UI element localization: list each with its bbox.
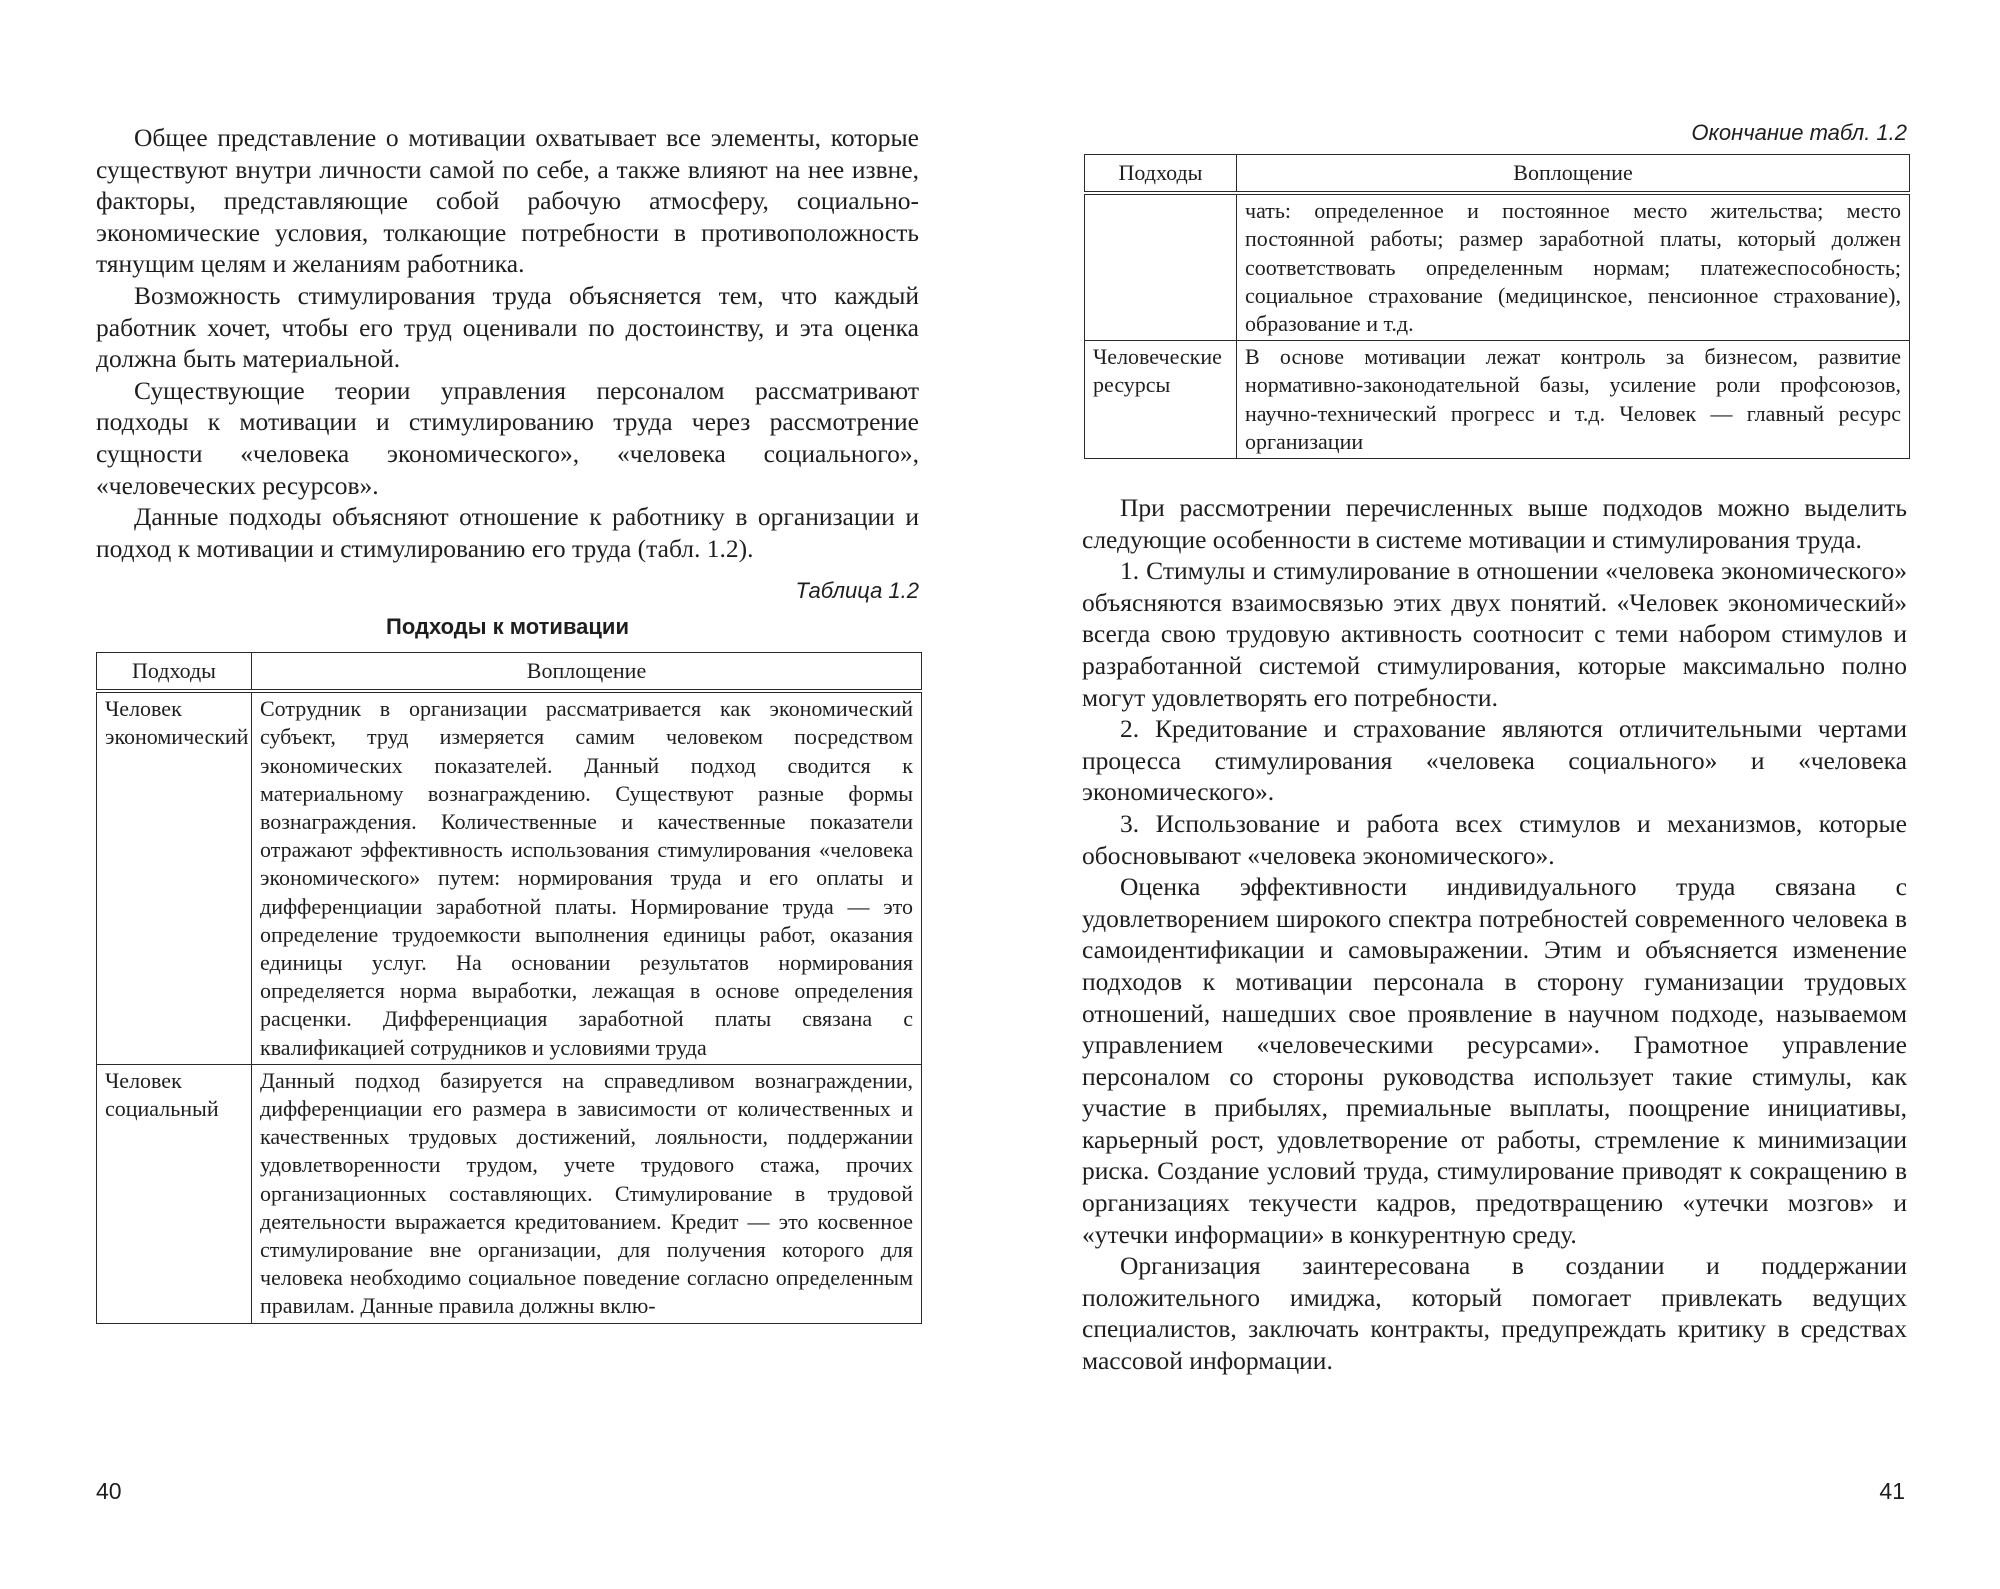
right-page	[1000, 0, 2000, 1589]
header-approaches: Подходы	[1085, 155, 1237, 194]
page-number: 40	[96, 1478, 122, 1504]
paragraph: Существующие теории управления персоналом рассматривают подходы к мотивации и стимулированию труда через рассмотрение сущности «человека экономического», «человека социального», «человеческих ресурсов».	[96, 375, 919, 500]
table-header-row	[1085, 155, 1910, 194]
page-number: 41	[1879, 1478, 1905, 1504]
embodiment-cell: В основе мотивации лежат контроль за бизнесом, развитие нормативно-законодательной базы, усиление роли профсоюзов, научно-технический прогресс и т.д. Человек — главный ресурс организации	[1237, 341, 1910, 459]
table-continuation-label: Окончание табл. 1.2	[1691, 120, 1907, 145]
table-row	[1085, 341, 1910, 459]
approach-cell	[1085, 193, 1237, 341]
table-row	[97, 691, 922, 1064]
approach-cell: Человек экономический	[97, 691, 252, 1064]
header-embodiment: Воплощение	[252, 653, 922, 692]
motivation-table	[96, 652, 922, 1324]
paragraph: 1. Стимулы и стимулирование в отношении «человека экономического» объясняются взаимосвязью этих двух понятий. «Человек экономический» всегда свою трудовую активность соотносит с теми набором стимулов и разработанной системой стимулирования, которые максимально полно могут удовлетворять его потребности.	[1082, 556, 1907, 712]
left-intro-text	[96, 122, 919, 564]
table-row	[1085, 193, 1910, 341]
paragraph: Общее представление о мотивации охватывает все элементы, которые существуют внутри личности самой по себе, а также влияют на нее извне, факторы, представляющие собой рабочую атмосферу, социально-экономические условия, толкающие потребности в противоположность тянущим целям и желаниям работника.	[96, 123, 919, 279]
paragraph: Оценка эффективности индивидуального труда связана с удовлетворением широкого спектра потребностей современного человека в самоидентификации и самовыражении. Этим и объясняется изменение подходов к мотивации персонала в сторону гуманизации трудовых отношений, нашедших свое проявление в научном подходе, называемом управлением «человеческими ресурсами». Грамотное управление персоналом со стороны руководства использует такие стимулы, как участие в прибылях, премиальные выплаты, поощрение инициативы, карьерный рост, удовлетворение от работы, стремление к минимизации риска. Создание условий труда, стимулирование приводят к сокращению в организациях текучести кадров, предотвращению «утечки мозгов» и «утечки информации» в конкурентную среду.	[1082, 872, 1907, 1249]
header-approaches: Подходы	[97, 653, 252, 692]
table-row	[97, 1064, 922, 1323]
table-header-row	[97, 653, 922, 692]
paragraph: Возможность стимулирования труда объясняется тем, что каждый работник хочет, чтобы его труд оценивали по достоинству, и эта оценка должна быть материальной.	[96, 280, 919, 374]
paragraph: Данные подходы объясняют отношение к работнику в организации и подход к мотивации и стимулированию его труда (табл. 1.2).	[96, 502, 919, 563]
paragraph: При рассмотрении перечисленных выше подходов можно выделить следующие особенности в системе мотивации и стимулирования труда.	[1082, 493, 1907, 554]
motivation-table-continued	[1084, 154, 1910, 459]
approach-cell: Человек социальный	[97, 1064, 252, 1323]
approach-cell: Человеческие ресурсы	[1085, 341, 1237, 459]
right-body-text	[1082, 492, 1907, 1377]
table-title: Подходы к мотивации	[386, 614, 629, 639]
paragraph: 3. Использование и работа всех стимулов и механизмов, которые обосновывают «человека экономического».	[1082, 808, 1907, 870]
embodiment-cell: Данный подход базируется на справедливом вознаграждении, дифференциации его размера в зависимости от количественных и качественных трудовых достижений, лояльности, поддержании удовлетворенности трудом, учете трудового стажа, прочих организационных составляющих. Стимулирование в трудовой деятельности выражается кредитованием. Кредит — это косвенное стимулирование вне организации, для получения которого для человека необходимо социальное поведение согласно определенным правилам. Данные правила должны вклю-	[252, 1064, 922, 1323]
embodiment-cell: Сотрудник в организации рассматривается как экономический субъект, труд измеряется самим человеком посредством экономических показателей. Данный подход сводится к материальному вознаграждению. Существуют разные формы вознаграждения. Количественные и качественные показатели отражают эффективность использования стимулирования «человека экономического» путем: нормирования труда и его оплаты и дифференциации заработной платы. Нормирование труда — это определение трудоемкости выполнения единицы работ, оказания единицы услуг. На основании результатов нормирования определяется норма выработки, лежащая в основе определения расценки. Дифференциация заработной платы связана с квалификацией сотрудников и условиями труда	[252, 691, 922, 1064]
header-embodiment: Воплощение	[1237, 155, 1910, 194]
paragraph: Организация заинтересована в создании и поддержании положительного имиджа, который помогает привлекать ведущих специалистов, заключать контракты, предупреждать критику в средствах массовой информации.	[1082, 1251, 1907, 1376]
paragraph: 2. Кредитование и страхование являются отличительными чертами процесса стимулирования «человека социального» и «человека экономического».	[1082, 714, 1907, 807]
table-label: Таблица 1.2	[795, 578, 919, 603]
embodiment-cell: чать: определенное и постоянное место жительства; место постоянной работы; размер заработной платы, который должен соответствовать определенным нормам; платежеспособность; социальное страхование (медицинское, пенсионное страхование), образование и т.д.	[1237, 193, 1910, 341]
